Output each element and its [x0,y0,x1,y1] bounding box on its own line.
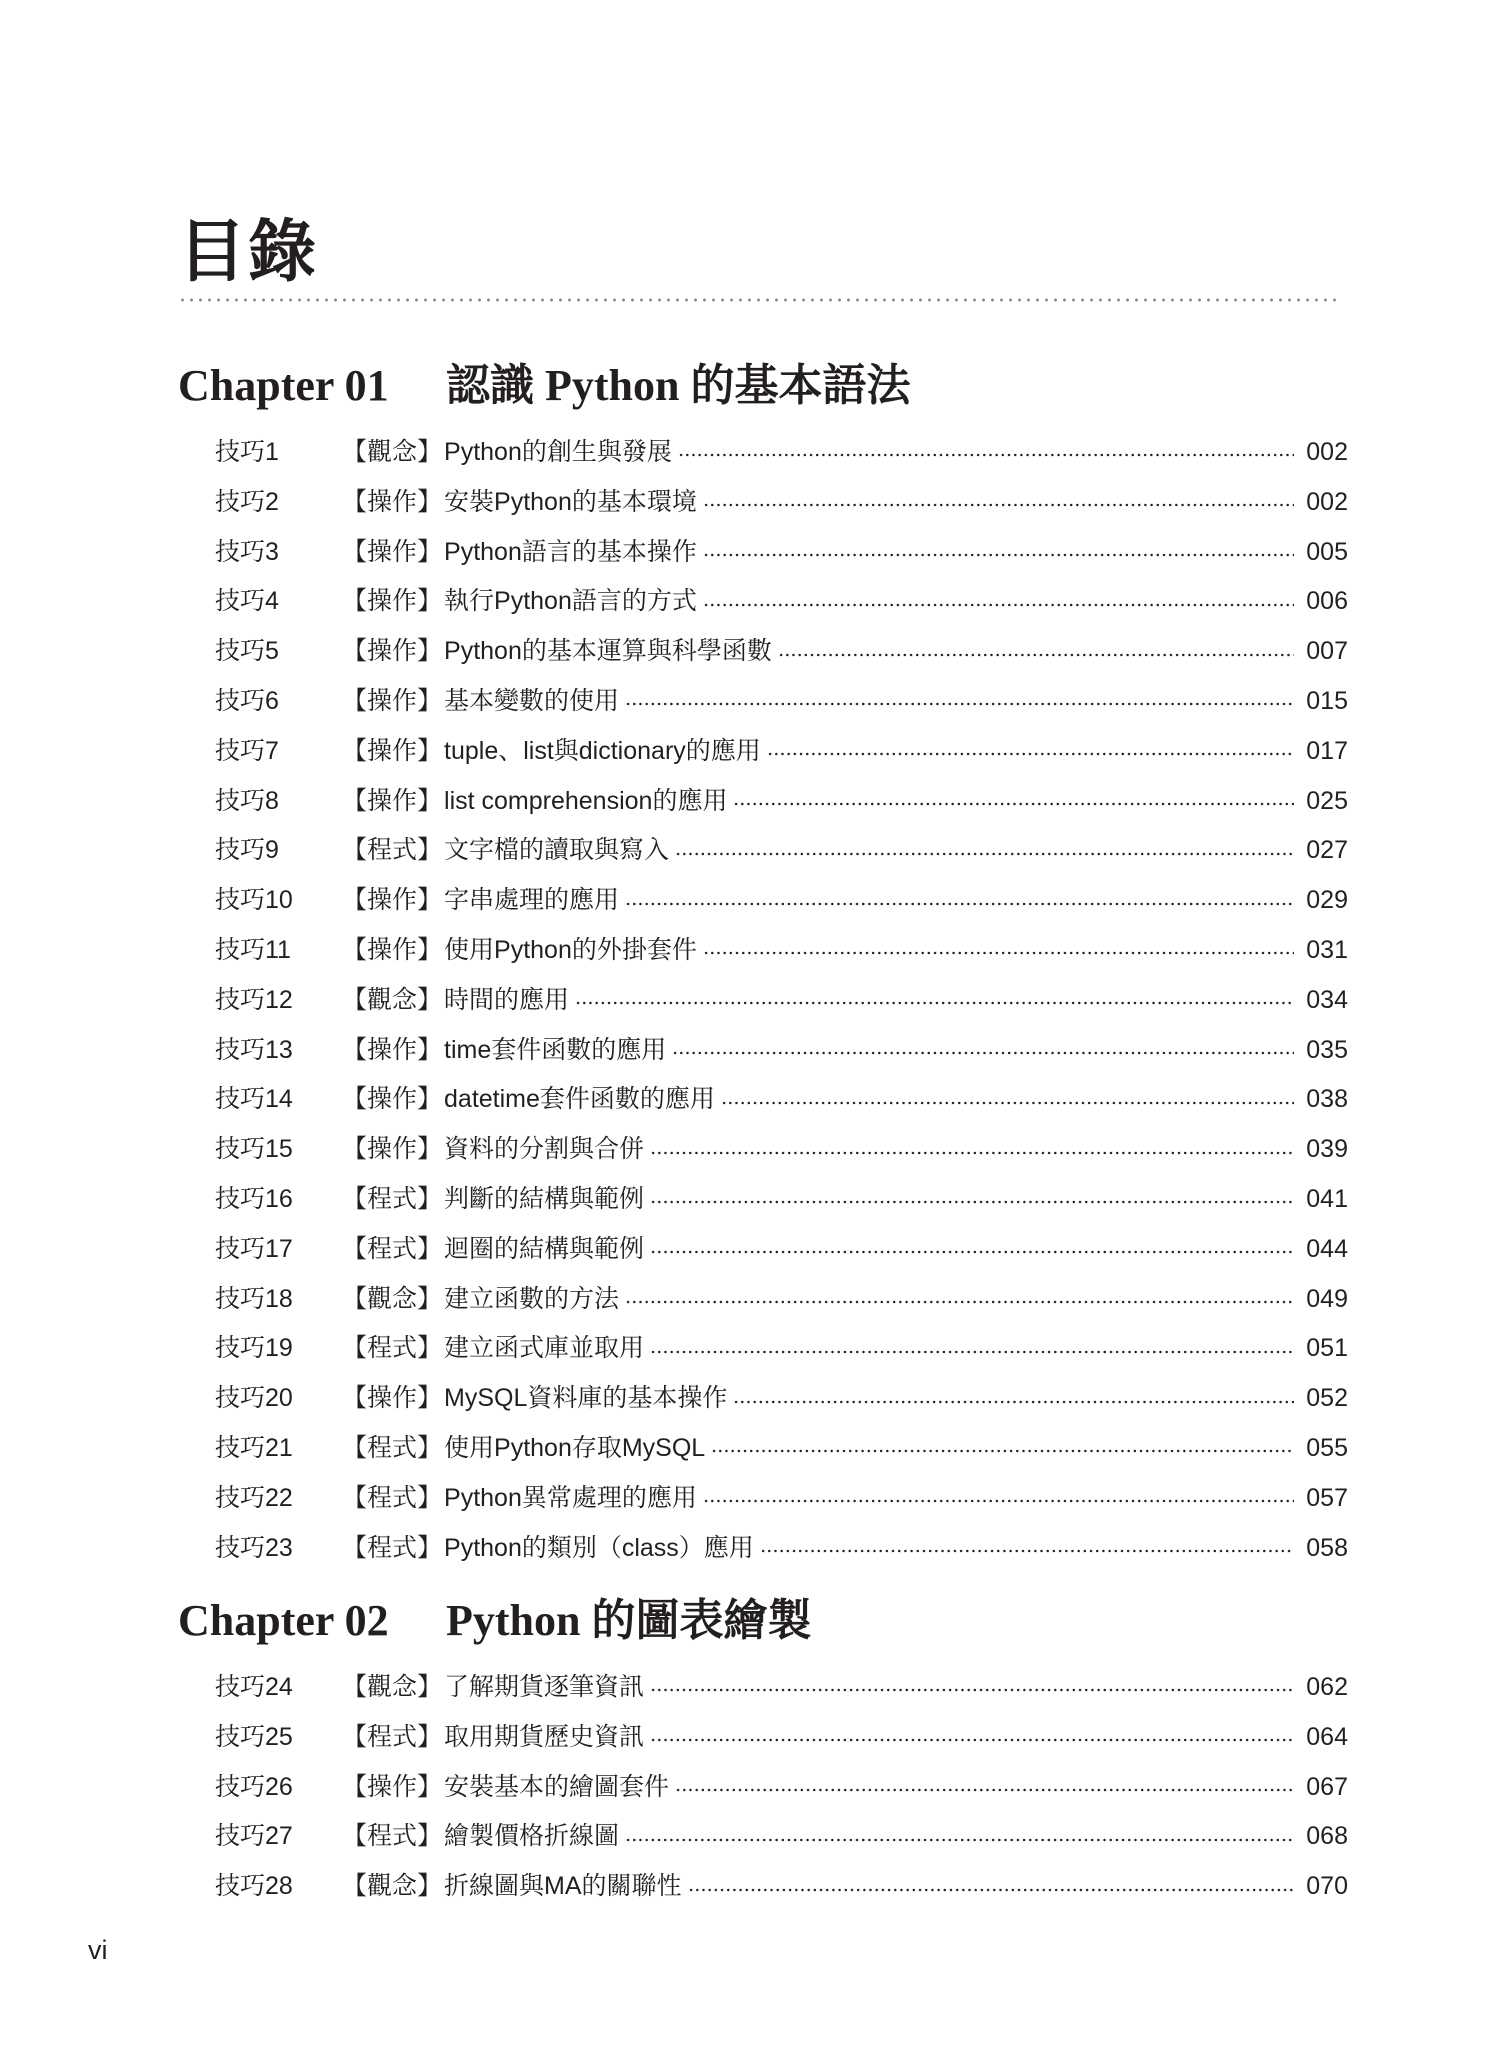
tip-title: tuple、list與dictionary的應用 [444,736,761,765]
dot-leader [678,435,1294,460]
tip-number: 技巧21 [215,1433,293,1462]
tip-number: 技巧7 [215,736,279,765]
page-number: 015 [1306,686,1348,715]
dot-leader [703,535,1294,560]
tip-number: 技巧19 [215,1334,293,1363]
dot-leader [625,1819,1294,1844]
toc-entry[interactable] [178,1713,1348,1763]
dot-leader [650,1182,1294,1207]
dot-leader [575,983,1294,1008]
tip-title: 折線圖與MA的關聯性 [444,1872,682,1901]
toc-entry[interactable] [178,727,1348,777]
tip-number: 技巧6 [215,686,279,715]
tip-title: 建立函式庫並取用 [444,1334,645,1363]
page-number: 007 [1306,637,1348,666]
tip-category-tag: 【觀念】 [342,1284,443,1313]
tip-title: 安裝Python的基本環境 [444,487,697,516]
page-number: 044 [1306,1234,1348,1263]
toc-entry[interactable] [178,478,1348,528]
toc-entry[interactable] [178,1763,1348,1813]
tip-title: 了解期貨逐筆資訊 [444,1673,645,1701]
tip-title: 取用期貨歷史資訊 [444,1722,645,1751]
page-number: 070 [1306,1872,1348,1901]
tip-number: 技巧12 [215,985,293,1014]
dot-leader [625,684,1294,709]
chapter-heading [178,356,1348,416]
toc-entry[interactable] [178,577,1348,627]
tip-category-tag: 【程式】 [342,1822,443,1851]
tip-number: 技巧15 [215,1135,293,1164]
tip-category-tag: 【觀念】 [342,1872,443,1901]
toc-entry[interactable] [178,528,1348,578]
page-number: 031 [1306,935,1348,964]
dot-leader [703,933,1294,958]
tip-category-tag: 【觀念】 [342,1673,443,1701]
tip-number: 技巧10 [215,886,293,915]
tip-category-tag: 【操作】 [342,587,443,616]
toc-entry[interactable] [178,1026,1348,1076]
page-number: 038 [1306,1085,1348,1114]
toc-entry[interactable] [178,1075,1348,1125]
tip-number: 技巧3 [215,537,279,566]
tip-number: 技巧20 [215,1384,293,1413]
page-number: 025 [1306,786,1348,815]
tip-category-tag: 【操作】 [342,1135,443,1164]
toc-entry[interactable] [178,428,1348,478]
tip-title: 文字檔的讀取與寫入 [444,836,670,865]
toc-entry[interactable] [178,1324,1348,1374]
page-number: 029 [1306,886,1348,915]
toc-entry[interactable] [178,1374,1348,1424]
tip-category-tag: 【程式】 [342,1433,443,1462]
tip-number: 技巧11 [215,935,291,964]
tip-number: 技巧18 [215,1284,293,1313]
dot-leader [625,1282,1294,1307]
dot-leader [703,584,1294,609]
dot-leader [650,1331,1294,1356]
page-number: 062 [1306,1673,1348,1701]
tip-number: 技巧9 [215,836,279,865]
tip-number: 技巧25 [215,1722,293,1751]
tip-category-tag: 【程式】 [342,1184,443,1213]
chapter-title: 認識 Python 的基本語法 [446,361,911,410]
tip-category-tag: 【操作】 [342,537,443,566]
chapter-number: Chapter 02 [178,1596,389,1645]
tip-category-tag: 【程式】 [342,1483,443,1512]
dot-leader [778,634,1294,659]
tip-category-tag: 【操作】 [342,1772,443,1801]
toc-entry[interactable] [178,1175,1348,1225]
tip-title: 執行Python語言的方式 [444,587,697,616]
title-dotted-rule [178,298,1342,302]
dot-leader [760,1531,1294,1556]
toc-entry[interactable] [178,876,1348,926]
page-number: 041 [1306,1184,1348,1213]
tip-title: 時間的應用 [444,985,570,1014]
tip-number: 技巧28 [215,1872,293,1901]
tip-number: 技巧13 [215,1035,293,1064]
tip-category-tag: 【觀念】 [342,985,443,1014]
page-number: 055 [1306,1433,1348,1462]
tip-title: 建立函數的方法 [444,1284,620,1313]
tip-title: Python語言的基本操作 [444,537,697,566]
tip-title: Python的類別（class）應用 [444,1533,754,1562]
dot-leader [733,1381,1294,1406]
page-number: 035 [1306,1035,1348,1064]
tip-title: MySQL資料庫的基本操作 [444,1384,728,1413]
tip-number: 技巧14 [215,1085,293,1114]
page-number: 027 [1306,836,1348,865]
toc-entry[interactable] [178,926,1348,976]
tip-title: 迴圈的結構與範例 [444,1234,645,1263]
tip-title: datetime套件函數的應用 [444,1085,715,1114]
toc-entry[interactable] [178,1275,1348,1325]
page-number: 006 [1306,587,1348,616]
toc-entry[interactable] [178,1862,1348,1912]
tip-category-tag: 【程式】 [342,1234,443,1263]
toc-entry[interactable] [178,1125,1348,1175]
toc-entry[interactable] [178,1524,1348,1574]
page-number: 039 [1306,1135,1348,1164]
dot-leader [703,1481,1294,1506]
dot-leader [675,833,1294,858]
tip-title: Python異常處理的應用 [444,1483,697,1512]
page-number: 067 [1306,1772,1348,1801]
tip-number: 技巧27 [215,1822,293,1851]
tip-category-tag: 【操作】 [342,1035,443,1064]
page-number: 034 [1306,985,1348,1014]
page-title: 目錄 [178,212,319,292]
chapter-title: Python 的圖表繪製 [446,1596,812,1645]
tip-category-tag: 【操作】 [342,786,443,815]
tip-category-tag: 【程式】 [342,836,443,865]
chapter-section [178,356,1348,1573]
dot-leader [721,1082,1294,1107]
tip-number: 技巧23 [215,1533,293,1562]
dot-leader [675,1770,1294,1795]
tip-number: 技巧24 [215,1673,293,1701]
tip-title: 繪製價格折線圖 [444,1822,620,1851]
page-number: 049 [1306,1284,1348,1313]
page-number-folio: vi [88,1935,108,1965]
tip-title: 資料的分割與合併 [444,1135,645,1164]
dot-leader [733,784,1294,809]
page-number: 058 [1306,1533,1348,1562]
toc-entry[interactable] [178,1663,1348,1713]
page-number: 002 [1306,487,1348,516]
tip-category-tag: 【操作】 [342,1384,443,1413]
toc-entry[interactable] [178,627,1348,677]
toc-entry[interactable] [178,1424,1348,1474]
tip-number: 技巧2 [215,487,279,516]
toc-list [178,1663,1348,1912]
dot-leader [672,1033,1294,1058]
tip-number: 技巧8 [215,786,279,815]
tip-category-tag: 【操作】 [342,686,443,715]
tip-title: list comprehension的應用 [444,786,728,815]
tip-title: 字串處理的應用 [444,886,620,915]
tip-title: 使用Python的外掛套件 [444,935,697,964]
dot-leader [703,485,1294,510]
dot-leader [650,1720,1294,1745]
page-number: 068 [1306,1822,1348,1851]
tip-number: 技巧1 [215,438,279,466]
tip-title: 使用Python存取MySQL [444,1433,706,1462]
dot-leader [625,883,1294,908]
tip-number: 技巧4 [215,587,279,616]
chapter-number: Chapter 01 [178,361,389,410]
tip-category-tag: 【程式】 [342,1722,443,1751]
tip-title: 基本變數的使用 [444,686,620,715]
tip-number: 技巧26 [215,1772,293,1801]
dot-leader [650,1232,1294,1257]
tip-category-tag: 【操作】 [342,1085,443,1114]
page-number: 051 [1306,1334,1348,1363]
tip-category-tag: 【操作】 [342,487,443,516]
tip-category-tag: 【操作】 [342,637,443,666]
dot-leader [767,734,1294,759]
dot-leader [650,1132,1294,1157]
toc-entry[interactable] [178,1225,1348,1275]
tip-category-tag: 【操作】 [342,886,443,915]
toc-entry[interactable] [178,777,1348,827]
tip-category-tag: 【觀念】 [342,438,443,466]
toc-entry[interactable] [178,1812,1348,1862]
tip-category-tag: 【程式】 [342,1334,443,1363]
tip-title: 安裝基本的繪圖套件 [444,1772,670,1801]
dot-leader [650,1670,1294,1695]
tip-number: 技巧5 [215,637,279,666]
page-number: 005 [1306,537,1348,566]
chapter-section [178,1591,1348,1912]
page-number: 017 [1306,736,1348,765]
page-number: 052 [1306,1384,1348,1413]
page-number: 002 [1306,438,1348,466]
tip-category-tag: 【操作】 [342,736,443,765]
tip-category-tag: 【程式】 [342,1533,443,1562]
toc-list [178,428,1348,1573]
toc-entry[interactable] [178,976,1348,1026]
tip-number: 技巧16 [215,1184,293,1213]
dot-leader [711,1431,1294,1456]
toc-entry[interactable] [178,1474,1348,1524]
toc-entry[interactable] [178,826,1348,876]
tip-number: 技巧22 [215,1483,293,1512]
dot-leader [688,1869,1294,1894]
tip-title: time套件函數的應用 [444,1035,667,1064]
chapter-heading [178,1591,1348,1651]
tip-title: Python的基本運算與科學函數 [444,637,772,666]
page-number: 057 [1306,1483,1348,1512]
tip-title: 判斷的結構與範例 [444,1184,645,1213]
page-number: 064 [1306,1722,1348,1751]
tip-category-tag: 【操作】 [342,935,443,964]
toc-entry[interactable] [178,677,1348,727]
tip-title: Python的創生與發展 [444,438,672,466]
tip-number: 技巧17 [215,1234,293,1263]
